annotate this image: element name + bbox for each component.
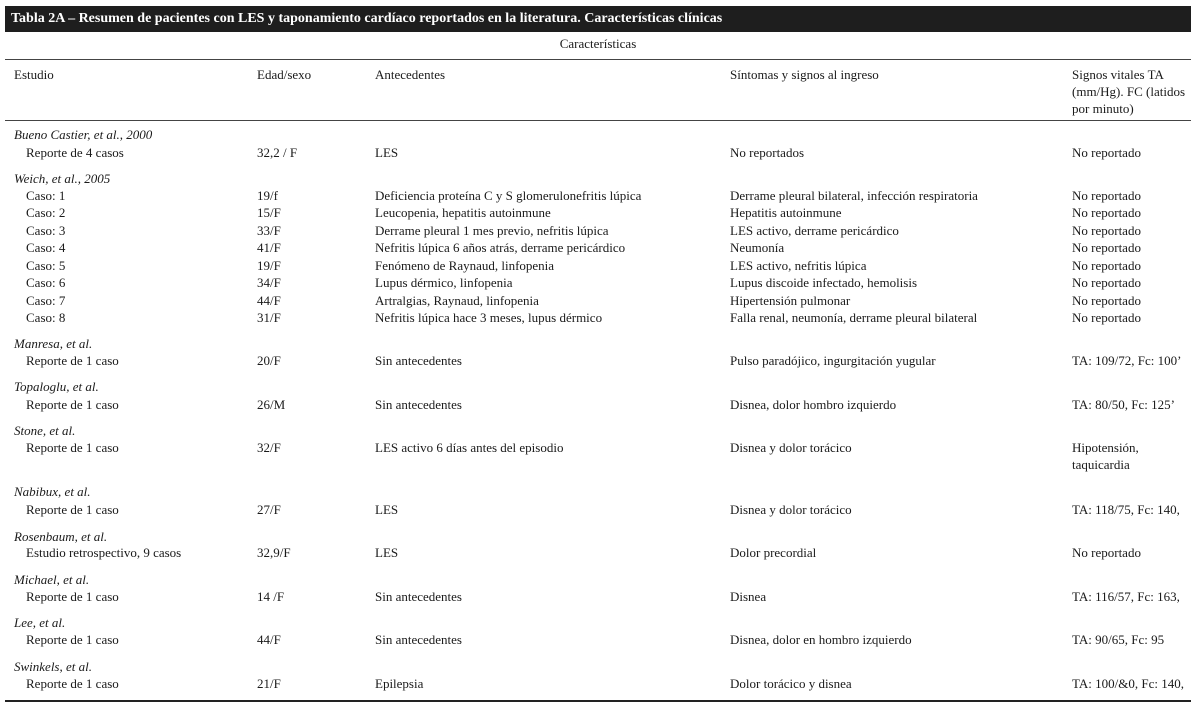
cell-antecedentes: LES [375,502,399,517]
cell-antecedentes: Sin antecedentes [375,397,462,412]
cell-edad-sexo: 34/F [257,275,281,290]
group-header: Características [559,36,637,51]
cell-edad-sexo: 32,2 / F [257,145,298,160]
cell-edad-sexo: 14 /F [257,589,285,604]
row-label: Reporte de 1 caso [26,632,119,647]
study-name: Weich, et al., 2005 [14,171,111,186]
cell-sintomas: LES activo, nefritis lúpica [730,258,867,273]
cell-signos-vitales: TA: 80/50, Fc: 125’ [1072,397,1175,412]
cell-antecedentes: LES [375,145,399,160]
cell-antecedentes: Artralgias, Raynaud, linfopenia [375,293,539,308]
study-name: Manresa, et al. [14,336,93,351]
row-label: Reporte de 1 caso [26,502,119,517]
col-header-edad: Edad/sexo [257,67,312,82]
cell-edad-sexo: 27/F [257,502,281,517]
cell-edad-sexo: 20/F [257,353,281,368]
cell-signos-vitales: No reportado [1072,258,1141,273]
cell-signos-vitales: No reportado [1072,145,1141,160]
cell-sintomas: Falla renal, neumonía, derrame pleural bilateral [730,310,978,325]
row-label: Reporte de 1 caso [26,353,119,368]
cell-sintomas: Lupus discoide infectado, hemolisis [730,275,918,290]
study-name: Nabibux, et al. [14,484,91,499]
cell-sintomas: Dolor precordial [730,545,817,560]
cell-edad-sexo: 41/F [257,240,281,255]
cell-signos-vitales: No reportado [1072,293,1141,308]
cell-antecedentes: Epilepsia [375,676,424,691]
cell-antecedentes: Deficiencia proteína C y S glomerulonefritis lúpica [375,188,642,203]
row-label: Caso: 8 [26,310,66,325]
cell-antecedentes: Derrame pleural 1 mes previo, nefritis lúpica [375,223,609,238]
row-label: Reporte de 4 casos [26,145,124,160]
cell-edad-sexo: 44/F [257,632,281,647]
cell-antecedentes: LES activo 6 días antes del episodio [375,440,564,455]
col-header-estudio: Estudio [14,67,54,82]
cell-signos-vitales: TA: 118/75, Fc: 140, [1072,502,1180,517]
cell-antecedentes: Sin antecedentes [375,353,462,368]
cell-signos-vitales: No reportado [1072,310,1141,325]
header-rule-bottom [5,120,1191,121]
cell-signos-vitales: No reportado [1072,545,1141,560]
header-rule-top [5,59,1191,60]
cell-sintomas: Hepatitis autoinmune [730,205,842,220]
row-label: Caso: 5 [26,258,66,273]
cell-antecedentes: Sin antecedentes [375,632,462,647]
col-header-vitales: Signos vitales TA (mm/Hg). FC (latidos por minuto) [1072,67,1186,116]
cell-signos-vitales: TA: 90/65, Fc: 95 [1072,632,1165,647]
table-bottom-rule [5,700,1191,702]
cell-antecedentes: Leucopenia, hepatitis autoinmune [375,205,551,220]
cell-edad-sexo: 15/F [257,205,281,220]
cell-edad-sexo: 19/f [257,188,278,203]
row-label: Caso: 1 [26,188,66,203]
cell-edad-sexo: 21/F [257,676,281,691]
cell-edad-sexo: 31/F [257,310,281,325]
cell-edad-sexo: 32,9/F [257,545,291,560]
cell-signos-vitales: No reportado [1072,275,1141,290]
cell-edad-sexo: 32/F [257,440,281,455]
row-label: Caso: 6 [26,275,66,290]
cell-antecedentes: Fenómeno de Raynaud, linfopenia [375,258,555,273]
cell-edad-sexo: 33/F [257,223,281,238]
cell-signos-vitales: No reportado [1072,188,1141,203]
study-name: Stone, et al. [14,423,76,438]
study-name: Bueno Castier, et al., 2000 [14,127,153,142]
col-header-sintomas: Síntomas y signos al ingreso [730,67,879,82]
cell-antecedentes: LES [375,545,399,560]
cell-sintomas: Dolor torácico y disnea [730,676,852,691]
col-header-antecedentes: Antecedentes [375,67,446,82]
study-name: Michael, et al. [14,572,90,587]
study-name: Topaloglu, et al. [14,379,99,394]
study-name: Swinkels, et al. [14,659,92,674]
cell-sintomas: Pulso paradójico, ingurgitación yugular [730,353,936,368]
cell-edad-sexo: 44/F [257,293,281,308]
table-title: Tabla 2A – Resumen de pacientes con LES y taponamiento cardíaco reportados en la literatura. Características clínicas [5,6,1191,32]
row-label: Reporte de 1 caso [26,676,119,691]
cell-signos-vitales: No reportado [1072,240,1141,255]
cell-antecedentes: Nefritis lúpica 6 años atrás, derrame pericárdico [375,240,626,255]
cell-sintomas: Disnea y dolor torácico [730,502,852,517]
cell-antecedentes: Sin antecedentes [375,589,462,604]
cell-edad-sexo: 19/F [257,258,281,273]
cell-sintomas: LES activo, derrame pericárdico [730,223,899,238]
cell-sintomas: Hipertensión pulmonar [730,293,851,308]
cell-sintomas: No reportados [730,145,805,160]
cell-signos-vitales: No reportado [1072,223,1141,238]
cell-sintomas: Disnea, dolor hombro izquierdo [730,397,897,412]
study-name: Rosenbaum, et al. [14,529,108,544]
cell-antecedentes: Nefritis lúpica hace 3 meses, lupus dérmico [375,310,603,325]
cell-sintomas: Disnea, dolor en hombro izquierdo [730,632,912,647]
cell-sintomas: Disnea y dolor torácico [730,440,852,455]
cell-sintomas: Derrame pleural bilateral, infección respiratoria [730,188,978,203]
row-label: Reporte de 1 caso [26,589,119,604]
study-name: Lee, et al. [14,615,66,630]
cell-edad-sexo: 26/M [257,397,286,412]
row-label: Caso: 7 [26,293,66,308]
cell-signos-vitales: TA: 116/57, Fc: 163, [1072,589,1180,604]
row-label: Caso: 3 [26,223,66,238]
cell-signos-vitales: TA: 100/&0, Fc: 140, [1072,676,1184,691]
cell-signos-vitales: No reportado [1072,205,1141,220]
cell-sintomas: Disnea [730,589,767,604]
row-label: Estudio retrospectivo, 9 casos [26,545,182,560]
cell-sintomas: Neumonía [730,240,785,255]
row-label: Caso: 4 [26,240,66,255]
cell-signos-vitales: Hipotensión, taquicardia [1072,440,1139,472]
row-label: Caso: 2 [26,205,66,220]
row-label: Reporte de 1 caso [26,440,119,455]
cell-signos-vitales: TA: 109/72, Fc: 100’ [1072,353,1182,368]
cell-antecedentes: Lupus dérmico, linfopenia [375,275,513,290]
row-label: Reporte de 1 caso [26,397,119,412]
